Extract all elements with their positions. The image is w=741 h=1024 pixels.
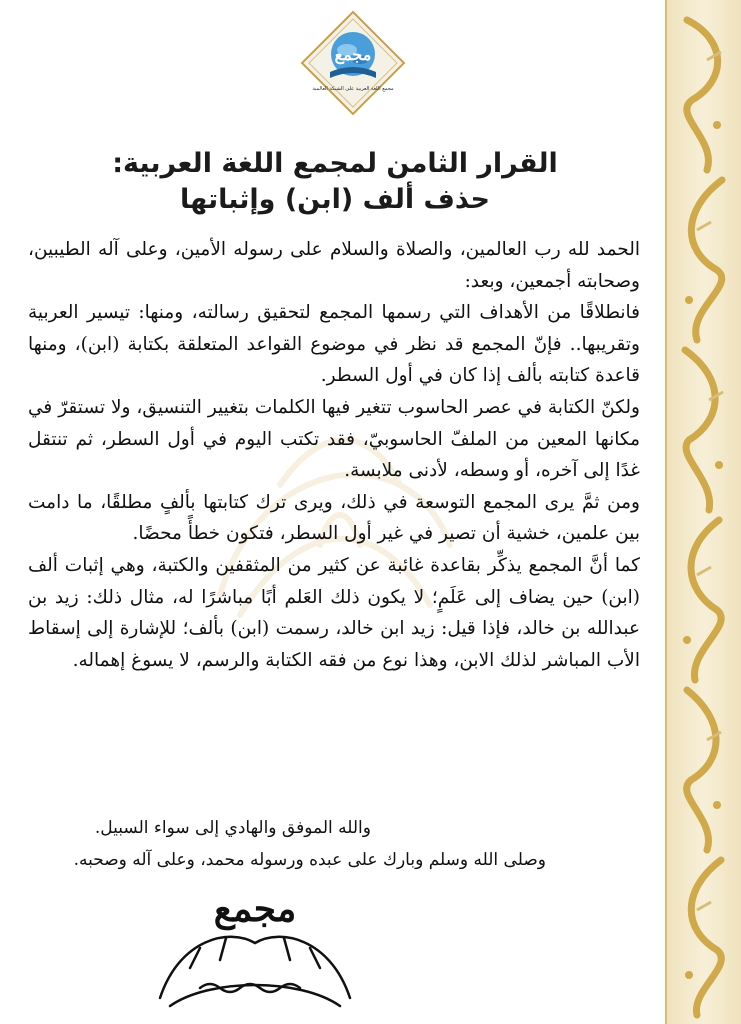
globe-book-icon xyxy=(300,10,406,116)
closing-line-1: والله الموفق والهادي إلى سواء السبيل. xyxy=(94,818,371,838)
paragraph-2: فانطلاقًا من الأهداف التي رسمها المجمع لتحقيق رسالته، ومنها: تيسير العربية وتقريبها.. فإنّ المجمع قد نظر في موضوع القواعد المتعلقة بكتابة (ابن)، ومنها قاعدة كتابته بألف إذا كان في أول السطر. xyxy=(28,302,640,387)
paragraph-3: ولكنّ الكتابة في عصر الحاسوب تتغير فيها الكلمات بتغيير التنسيق، ولا تستقرّ في مكانها المعين من الملفّ الحاسوبيّ، فقد تكتب اليوم في أول السطر، ثم تنتقل غدًا إلى آخره، أو وسطه، لأدنى ملابسة. xyxy=(28,396,640,482)
svg-text:مجمع اللغة العربية على الشبكة: مجمع اللغة العربية على الشبكة العالمية xyxy=(312,86,394,92)
closing-line-2: وصلى الله وسلم وبارك على عبده ورسوله محمد، وعلى آله وصحبه. xyxy=(73,850,546,870)
page-title-line-2: حذف ألف (ابن) وإثباتها xyxy=(180,184,490,215)
signature-calligraphy-icon xyxy=(140,888,370,1018)
academy-logo xyxy=(300,10,406,116)
calligraphy-border-art xyxy=(667,0,741,1024)
signature-text: مجمع xyxy=(213,888,297,930)
paragraph-5: كما أنَّ المجمع يذكِّر بقاعدة غائبة عن كثير من المثقفين والكتبة، وهي إثبات ألف (ابن) حين يضاف إلى عَلَمٍ؛ لا يكون ذلك العَلم أبًا مباشرًا له، مثال ذلك: زيد بن عبدالله بن خالد، فإذا قيل: زيد ابن خالد، رسمت (ابن) بألف؛ للإشارة إلى إسقاط الأب المباشر لذلك الابن، وهذا نوع من فقه الكتابة والرسم، لا يسوغ إهماله. xyxy=(28,554,641,671)
signature-seal xyxy=(140,888,370,1018)
paragraph-4: ومن ثمَّ يرى المجمع التوسعة في ذلك، ويرى ترك كتابتها بألفٍ مطلقًا، ما دامت بين علمين، خشية أن تصير في غير أول السطر، فتكون خطأً محضًا. xyxy=(28,491,640,545)
page-title-line-1: القرار الثامن لمجمع اللغة العربية: xyxy=(112,148,558,179)
calligraphy-border xyxy=(665,0,741,1024)
decision-body xyxy=(28,234,640,676)
paragraph-1: الحمد لله رب العالمين، والصلاة والسلام على رسوله الأمين، وعلى آله الطيبين، وصحابته أجمعين، وبعد: xyxy=(28,239,640,292)
svg-text:مجمع: مجمع xyxy=(334,45,372,64)
